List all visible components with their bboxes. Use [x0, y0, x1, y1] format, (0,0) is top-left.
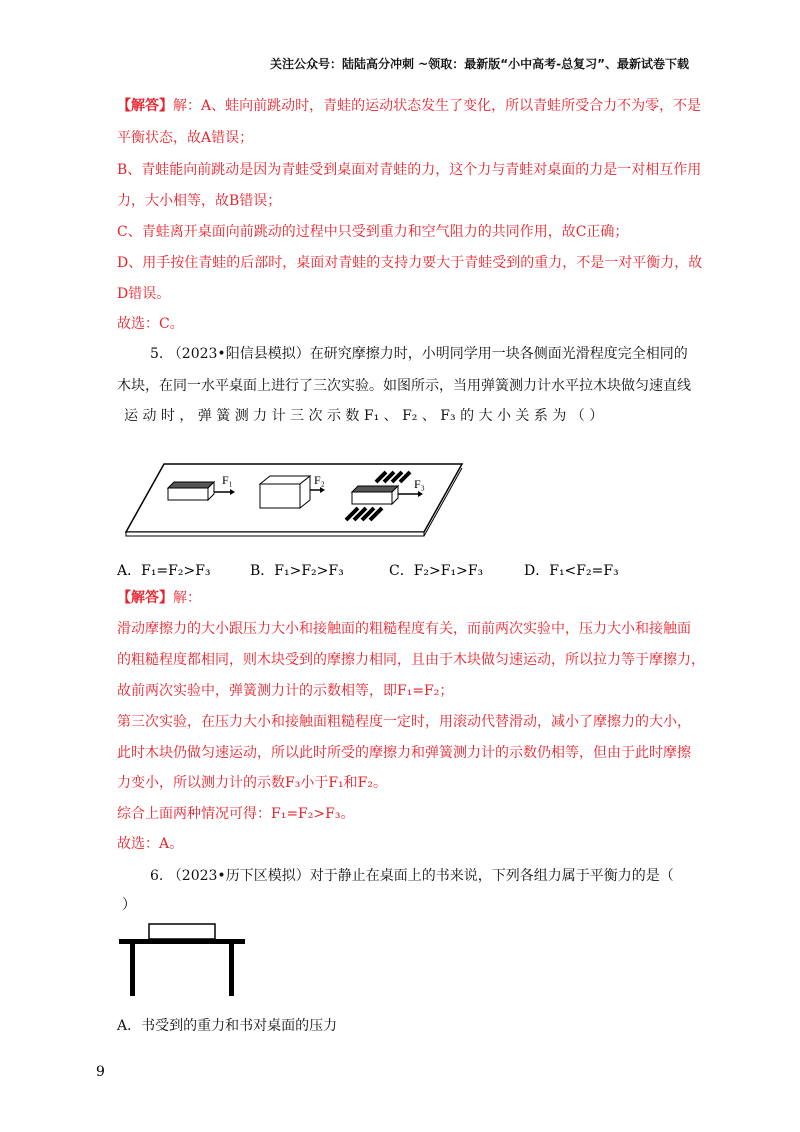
q5-option-b[interactable]: B．F₁>F₂>F₃ — [250, 563, 344, 579]
q5-final-choice: 故选：A。 — [117, 836, 184, 852]
q5-answer-tag: 【解答】 — [117, 590, 173, 606]
q4-answer-line-4: 力，大小相等，故B错误； — [117, 193, 282, 209]
q6-table-figure — [117, 922, 247, 1002]
q4-answer-tag: 【解答】 — [117, 98, 173, 114]
q4-answer-line-2: 平衡状态，故A错误； — [117, 130, 254, 146]
q6-stem-line-1: 6. （2023•历下区模拟）对于静止在桌面上的书来说，下列各组力属于平衡力的是（ — [150, 868, 674, 884]
q4-answer-line-3: B、青蛙能向前跳动是因为青蛙受到桌面对青蛙的力，这个力与青蛙对桌面的力是一对相互作用 — [117, 162, 702, 178]
page-header: 关注公众号：陆陆高分冲刺 ~领取：最新版“小中高考-总复习”、最新试卷下载 — [270, 57, 689, 71]
q5-stem-line-1: 5. （2023•阳信县模拟）在研究摩擦力时，小明同学用一块各侧面光滑程度完全相同的 — [150, 346, 688, 362]
q4-answer-line-5: C、青蛙离开桌面向前跳动的过程中只受到重力和空气阻力的共同作用，故C正确； — [117, 224, 629, 240]
q4-answer-line-6: D、用手按住青蛙的后部时，桌面对青蛙的支持力要大于青蛙受到的重力，不是一对平衡力，故 — [117, 255, 703, 271]
q5-answer-line-3: 的粗糙程度都相同，则木块受到的摩擦力相同，且由于木块做匀速运动，所以拉力等于摩擦力， — [117, 652, 705, 668]
q5-option-d[interactable]: D．F₁<F₂=F₃ — [524, 563, 619, 579]
q4-answer-line-1: 【解答】解：A、蛙向前跳动时，青蛙的运动状态发生了变化，所以青蛙所受合力不为零，不是 — [117, 98, 702, 114]
q5-figure — [124, 462, 464, 542]
q5-answer-line-5: 第三次实验，在压力大小和接触面粗糙程度一定时，用滚动代替滑动，减小了摩擦力的大小， — [117, 714, 691, 730]
q4-answer-line-7: D错误。 — [117, 286, 171, 302]
q4-final-choice: 故选：C。 — [117, 316, 184, 332]
table-leg-left — [130, 944, 135, 996]
table-top — [119, 939, 245, 944]
q5-answer-line-6: 此时木块仍做匀速运动，所以此时所受的摩擦力和弹簧测力计的示数仍相等，但由于此时摩擦 — [117, 745, 691, 761]
q5-stem-line-3: 运 动 时 ， 弹 簧 测 力 计 三 次 示 数 F₁ 、 F₂ 、 F₃ 的 大 小 关 系 为 （ ） — [124, 408, 604, 424]
q5-answer-line-7: 力变小，所以测力计的示数F₃小于F₁和F₂。 — [117, 775, 387, 791]
q5-stem-line-2: 木块，在同一水平桌面上进行了三次实验。如图所示，当用弹簧测力计水平拉木块做匀速直线 — [117, 378, 691, 394]
q6-option-a[interactable]: A．书受到的重力和书对桌面的压力 — [117, 1018, 338, 1034]
q5-answer-line-8: 综合上面两种情况可得：F₁=F₂>F₃。 — [117, 806, 355, 822]
q5-answer-line-1: 【解答】解： — [117, 590, 201, 606]
page-number: 9 — [96, 1064, 105, 1080]
q5-option-c[interactable]: C．F₂>F₁>F₃ — [389, 563, 484, 579]
q6-stem-line-2: ） — [122, 897, 136, 913]
table-leg-right — [229, 944, 234, 996]
q5-answer-line-4: 故前两次实验中，弹簧测力计的示数相等，即F₁=F₂； — [117, 683, 454, 699]
q5-option-a[interactable]: A．F₁=F₂>F₃ — [117, 563, 211, 579]
q5-answer-line-2: 滑动摩擦力的大小跟压力大小和接触面的粗糙程度有关，而前两次实验中，压力大小和接触面 — [117, 621, 691, 637]
book-shape — [149, 924, 215, 939]
f2-label: F₂ — [314, 473, 325, 487]
f3-label: F₃ — [414, 477, 425, 491]
f1-label: F₁ — [222, 473, 233, 487]
